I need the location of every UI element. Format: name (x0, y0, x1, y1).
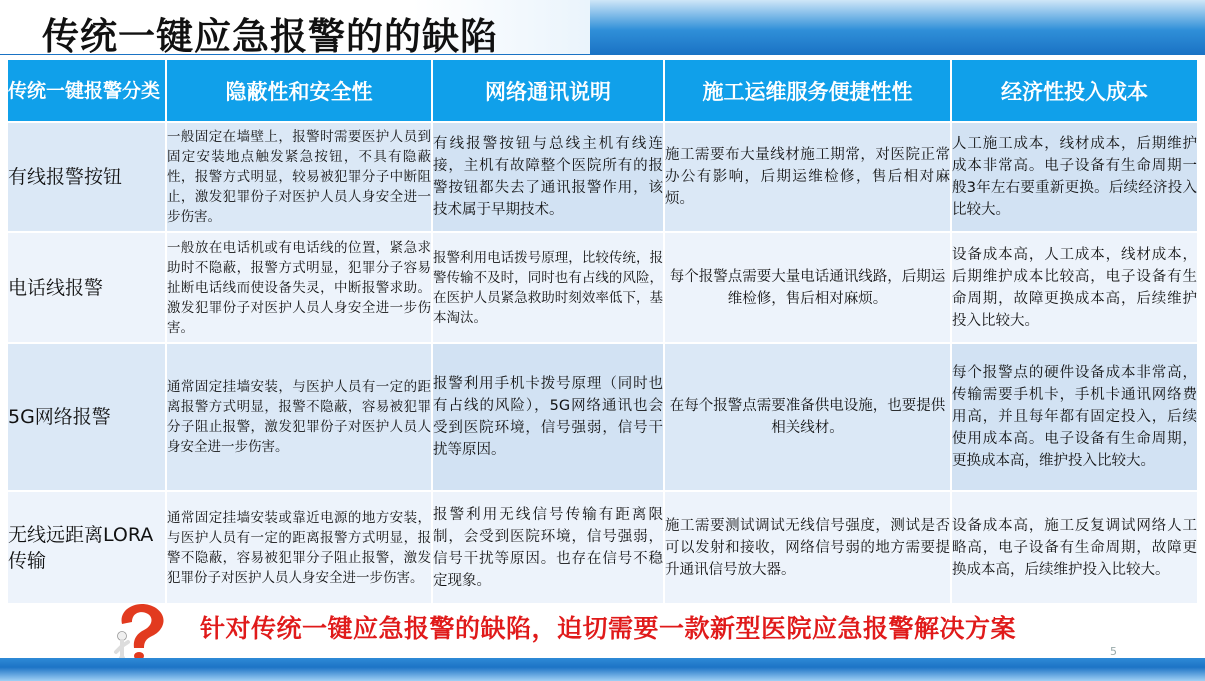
cell-phone-maintenance: 每个报警点需要大量电话通讯线路，后期运维检修，售后相对麻烦。 (664, 232, 951, 343)
slide-title: 传统一键应急报警的的缺陷 (42, 15, 498, 58)
page-number: 5 (1110, 645, 1117, 658)
cell-5g-network: 报警利用手机卡拨号原理（同时也有占线的风险），5G网络通讯也会受到医院环境，信号强弱，信号干扰等原因。 (432, 343, 664, 491)
row-label-wired: 有线报警按钮 (7, 122, 166, 232)
cell-phone-network: 报警利用电话拨号原理，比较传统，报警传输不及时，同时也有占线的风险，在医护人员紧急救助时刻效率低下，基本淘汰。 (432, 232, 664, 343)
table-row (7, 122, 1198, 232)
header-network: 网络通讯说明 (432, 59, 664, 122)
bottom-decor-band (0, 658, 1205, 681)
cell-lora-maintenance: 施工需要测试调试无线信号强度，测试是否可以发射和接收，网络信号弱的地方需要提升通讯信号放大器。 (664, 491, 951, 604)
cell-lora-network: 报警利用无线信号传输有距离限制，会受到医院环境，信号强弱，信号干扰等原因。也存在信号不稳定现象。 (432, 491, 664, 604)
cell-wired-cost: 人工施工成本，线材成本，后期维护成本非常高。电子设备有生命周期一般3年左右要重新更换。后续经济投入比较大。 (951, 122, 1198, 232)
cell-wired-network: 有线报警按钮与总线主机有线连接，主机有故障整个医院所有的报警按钮都失去了通讯报警作用，该技术属于早期技术。 (432, 122, 664, 232)
cell-wired-concealment: 一般固定在墙壁上，报警时需要医护人员到固定安装地点触发紧急按钮，不具有隐蔽性，报警方式明显，较易被犯罪分子中断阻止，激发犯罪份子对医护人员人身安全进一步伤害。 (166, 122, 432, 232)
header-maintenance: 施工运维服务便捷性性 (664, 59, 951, 122)
table-row (7, 343, 1198, 491)
cell-lora-cost: 设备成本高，施工反复调试网络人工略高，电子设备有生命周期，故障更换成本高，后续维护投入比较大。 (951, 491, 1198, 604)
cell-lora-concealment: 通常固定挂墙安装或靠近电源的地方安装，与医护人员有一定的距离报警方式明显，报警不隐蔽，容易被犯罪分子阻止报警，激发犯罪份子对医护人员人身安全进一步伤害。 (166, 491, 432, 604)
row-label-lora: 无线远距离LORA传输 (7, 491, 166, 604)
table-row (7, 491, 1198, 604)
table-row (7, 232, 1198, 343)
cell-5g-concealment: 通常固定挂墙安装，与医护人员有一定的距离报警方式明显，报警不隐蔽，容易被犯罪分子阻止报警，激发犯罪份子对医护人员人身安全进一步伤害。 (166, 343, 432, 491)
comparison-table (6, 58, 1199, 605)
cell-5g-cost: 每个报警点的硬件设备成本非常高，传输需要手机卡，手机卡通讯网络费用高，并且每年都有固定投入，后续使用成本高。电子设备有生命周期，更换成本高，维护投入比较大。 (951, 343, 1198, 491)
row-label-5g: 5G网络报警 (7, 343, 166, 491)
conclusion-note: 针对传统一键应急报警的缺陷，迫切需要一款新型医院应急报警解决方案 (200, 614, 1017, 643)
row-label-phone: 电话线报警 (7, 232, 166, 343)
cell-wired-maintenance: 施工需要布大量线材施工期常，对医院正常办公有影响，后期运维检修，售后相对麻烦。 (664, 122, 951, 232)
cell-phone-concealment: 一般放在电话机或有电话线的位置，紧急求助时不隐蔽，报警方式明显，犯罪分子容易扯断电话线而使设备失灵，中断报警求助。激发犯罪份子对医护人员人身安全进一步伤害。 (166, 232, 432, 343)
header-concealment: 隐蔽性和安全性 (166, 59, 432, 122)
cell-5g-maintenance: 在每个报警点需要准备供电设施，也要提供相关线材。 (664, 343, 951, 491)
header-cost: 经济性投入成本 (951, 59, 1198, 122)
cell-phone-cost: 设备成本高，人工成本，线材成本，后期维护成本比较高，电子设备有生命周期，故障更换成本高，后续维护投入比较大。 (951, 232, 1198, 343)
table-header-row (7, 59, 1198, 122)
header-category: 传统一键报警分类 (7, 59, 166, 122)
